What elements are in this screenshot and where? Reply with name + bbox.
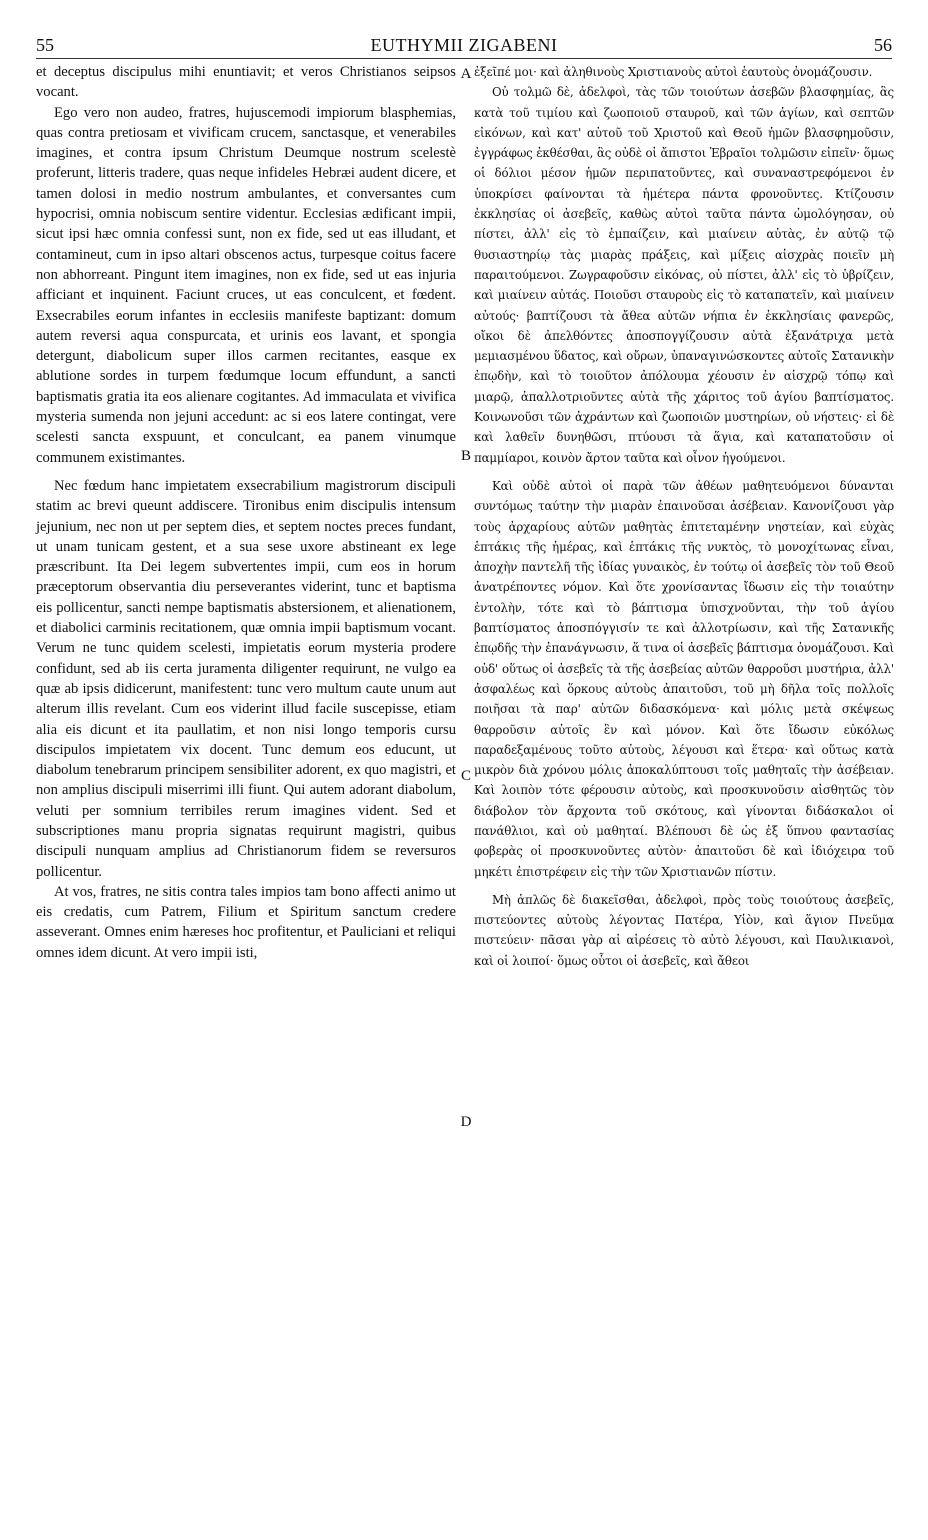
section-marker-a: A — [460, 66, 472, 82]
greek-paragraph: Μὴ ἁπλῶς δὲ διακεῖσθαι, ἀδελφοὶ, πρὸς τοὺς τοιούτους ἀσεβεῖς, πιστεύοντες αὐτοὺς λέγοντας Πατέρα, Υἱὸν, καὶ ἅγιον Πνεῦμα πιστεύειν· πᾶσαι γὰρ αἱ αἱρέσεις τὸ αὐτὸ λέγουσι, καὶ Παυλικιανοὶ, καὶ οἱ λοιποί· ὅμως οὗτοι οἱ ἀσεβεῖς, καὶ ἄθεοι — [474, 892, 894, 968]
greek-column — [474, 62, 894, 971]
running-title: EUTHYMII ZIGABENI — [370, 35, 558, 55]
section-marker-c: C — [460, 768, 471, 784]
latin-column — [36, 62, 456, 963]
greek-paragraph: Οὐ τολμῶ δὲ, ἀδελφοὶ, τὰς τῶν τοιούτων ἀσεβῶν βλασφημίας, ἃς κατὰ τοῦ τιμίου καὶ ζωοποιοῦ σταυροῦ, καὶ τῶν ἁγίων, καὶ σεπτῶν εἰκόνων, καὶ κατ' αὐτοῦ τοῦ Χριστοῦ καὶ Θεοῦ ἡμῶν βλασφημοῦσιν, ἐγγράφως ἐκθέσθαι, ἃς οὐδὲ οἱ ἄπιστοι Ἑβραῖοι τολμῶσιν εἰπεῖν· ὅμως οἱ δόλιοι μέσον ἡμῶν περιπατοῦντες, καὶ συναναστρεφόμενοι ἐν ὑποκρίσει φαίνονται τὰ ἡμέτερα πάντα φρονοῦντες. Κτίζουσιν ἐκκλησίας οἱ ἀσεβεῖς, καθὼς αὐτοὶ ταῦτα πάντα ὡμολόγησαν, οὐ πίστει, ἀλλ' εἰς τὸ ἐμπαίζειν, καὶ μιαίνειν αὐτὰς, ἐν αὐτῷ τῷ θυσιαστηρίῳ τὰς μιαρὰς πράξεις, καὶ μίξεις αἰσχρὰς ποιεῖν μὴ παραιτούμενοι. Ζωγραφοῦσιν εἰκόνας, οὐ πίστει, ἀλλ' εἰς τὸ ὑβρίζειν, καὶ μιαίνειν αὐτάς. Ποιοῦσι σταυροὺς εἰς τὸ καταπατεῖν, καὶ μιαίνειν αὐτούς· βαπτίζουσι τὰ ἄθεα αὐτῶν νήπια ἐν ἐκκλησίαις φανερῶς, οἴκοι δὲ ἀπελθόντες ἀποσπογγίζουσιν αὐτὰ ἐξανάτριχα μετὰ μεμιασμένου ὕδατος, καὶ οὔρων, ὑπαναγινώσκοντες αὐτοῖς Σατανικὴν ἐπῳδὴν, καὶ τὸ τοιοῦτον ἀπόλουμα χέουσιν ἐν αἰσχρῷ τόπῳ καὶ μιαρῷ, ἀπαλλοτριοῦντες αὐτὰ τῆς χάριτος τοῦ ἁγίου βαπτίσματος. Κοινωνοῦσι τῶν ἀχράντων καὶ ζωοποιῶν μυστηρίων, οὐ νήστεις· εἰ δὲ καὶ λαθεῖν δυνηθῶσι, πτύουσι τὰ ἅγια, καὶ καταπατοῦσιν οἱ παμμίαροι, κοινὸν ἄρτον ταῦτα καὶ οἶνον ἡγούμενοι. — [474, 85, 894, 465]
page-number-left: 55 — [36, 35, 54, 55]
header-rule — [36, 58, 892, 59]
greek-paragraph: Καὶ οὐδὲ αὐτοὶ οἱ παρὰ τῶν ἀθέων μαθητευόμενοι δύνανται συντόμως ταύτην τὴν μιαρὰν ἐπαινοῦσαι ἀσέβειαν. Κανονίζουσι γὰρ τοὺς ἀρχαρίους αὐτῶν μαθητὰς ἐπιτεταμένην νηστείαν, καὶ εὐχὰς ἑπτάκις τῆς ἡμέρας, καὶ ἑπτάκις τῆς νυκτὸς, τὸ μονοχίτωνας εἶναι, ἀποχὴν παντελῆ τῆς ἰδίας γυναικὸς, ἐν τούτῳ οἱ ἀσεβεῖς τὸν τοῦ Θεοῦ ἀνατρέποντες νόμον. Καὶ ὅτε χρονίσαντας ἴδωσιν εἰς τὴν τοιαύτην ἐντολὴν, τότε καὶ τὸ βάπτισμα ὑπισχνοῦνται, τὴν τοῦ ἁγίου βαπτίσματος ἀποσπόγγισίν τε καὶ ἀλλοτρίωσιν, καὶ τῆς Σατανικῆς ἐπῳδῆς τὴν ἐπανάγνωσιν, ἅ τινα οἱ ἀσεβεῖς βάπτισμα ὀνομάζουσι. Καὶ οὐδ' οὕτως οἱ ἀσεβεῖς τὰ τῆς ἀσεβείας αὐτῶν θαρροῦσι μυστήρια, ἀλλ' ἀσφαλέως καὶ ὅρκους αὐτοὺς ἀπαιτοῦσι, τοῦ μὴ δῆλα τοῖς πολλοῖς ποιῆσαι τὰ παρ' αὐτῶν διδασκόμενα· καὶ μόλις μετὰ σκέψεως θαρροῦσιν αὐτοῖς ἓν καὶ μόνον. Καὶ ὅτε ἴδωσιν εὐκόλως παραδεξαμένους τοῦτο αὐτοὺς, λέγουσι καὶ ἕτερα· καὶ οὕτως κατὰ μικρὸν διὰ χρόνου μόλις ἀποκαλύπτουσι τοῖς μαθηταῖς τὴν ἀσέβειαν. Καὶ λοιπὸν τότε φέρουσιν αὐτοὺς, καὶ προσκυνοῦσιν αἰσθητῶς τὸν διάβολον τὸν ἄρχοντα τοῦ σκότους, καὶ γίνονται διδάσκαλοι οἱ πανάθλιοι, καὶ οὐ μαθηταί. Βλέπουσι δὲ ὡς ἐξ ὕπνου φαντασίας φοβερὰς οἱ προσκυνοῦντες αὐτὸν· ἀπαιτοῦσι δὲ καὶ ἰδιόχειρα τοῦ μηκέτι ἐπιστρέφειν εἰς τὴν τῶν Χριστιανῶν πίστιν. — [474, 478, 894, 879]
latin-paragraph: Nec fœdum hanc impietatem exsecrabilium magistrorum discipuli statim ac brevi queunt addiscere. Tironibus enim discipulis intensum jejunium, nec non ut per septem dies, et septem noctes preces fundant, ut unam tunicam gestent, et a sua sese uxore abstineant ex lege præscribunt. Ita Dei legem subvertentes impii, cum eos in horum præceptorum observantia diu perseverantes viderint, tunc et baptisma eis pollicentur, sancti nempe baptismatis abstersionem, et alienationem, et diabolici carminis recitationem, quæ omnia impii baptismum vocant. Verum ne tunc quidem scelesti, impietatis eorum mysteria prodere confidunt, sed ab iis certa juramenta diligenter requirunt, ne vulgo ea quæ ab ipsis didicerunt, manifestent: tunc vero multum caute unum aut alterum illis revelant. Cum eos viderint illud facile suscepisse, etiam alia eis dicunt et ita paullatim, et non nisi longo temporis cursu discipulos impietatem vix docent. Tunc demum eos educunt, ut diabolum tenebrarum principem sensibiliter adorent, ex quo magistri, et non amplius discipuli miserrimi illi fiunt. Qui autem adorant diabolum, veluti per somnium terribiles rerum imagines vident. Sed et subscriptiones manu propria signatas requirunt magistri, quibus discipuli nunquam amplius ad Christianorum fidem se reversuros pollicentur. — [36, 477, 456, 880]
section-marker-d: D — [460, 1114, 472, 1130]
page-header — [36, 34, 892, 56]
latin-paragraph: Ego vero non audeo, fratres, hujuscemodi impiorum blasphemias, quas contra pretiosam et vivificam crucem, sanctasque, et venerabiles imagines, et contra ipsum Christum Deumque nostrum scelestè proferunt, litteris tradere, quas neque infideles Hebræi audent dicere, et tamen dolosi in medio nostrum ambulantes, et conversantes cum hypocrisi, omnia nobiscum sentire videntur. Ecclesias ædificant impii, sicut ipsi hæc omnia confessi sunt, non ex fide, sed ut eas illudant, et contamineut, cum in ipso altari obscenos actus, turpesque coitus facere non abhorreant. Pingunt item imagines, non ex fide, sed ut eas injuria afficiant et inquinent. Faciunt cruces, ut eas conculcent, et fœdent. Exsecrabiles eorum infantes in ecclesiis manifeste baptizant: domum autem reversi aqua conspurcata, et urinis eos lavant, et spongia detergunt, diabolicum super illos carmen recitantes, easque ex ablutione sordes in turpem fœdumque locum effundunt, a sancti baptismatis gratia ita eos alienare cogitantes. Ad immaculata et vivifica mysteria sumenda non jejuni accedunt: ac si eos latere contingat, vere scelesti sancta exspuunt, et conculcant, ea panem vinumque communem existimantes. — [36, 104, 456, 466]
section-marker-b: B — [460, 448, 471, 464]
greek-paragraph: ἐξεῖπέ μοι· καὶ ἀληθινοὺς Χριστιανοὺς αὐτοὶ ἑαυτοὺς ὀνομάζουσιν. — [474, 65, 873, 79]
page-number-right: 56 — [874, 35, 892, 55]
latin-paragraph: At vos, fratres, ne sitis contra tales impios tam bono affecti animo ut eis credatis, cum Patrem, Filium et Spiritum sanctum credere asseverant. Omnes enim hæreses hoc profitentur, et Pauliciani et reliqui omnes idem dicunt. At vero impii isti, — [36, 883, 456, 961]
latin-paragraph: et deceptus discipulus mihi enuntiavit; et veros Christianos seipsos vocant. — [36, 64, 456, 101]
